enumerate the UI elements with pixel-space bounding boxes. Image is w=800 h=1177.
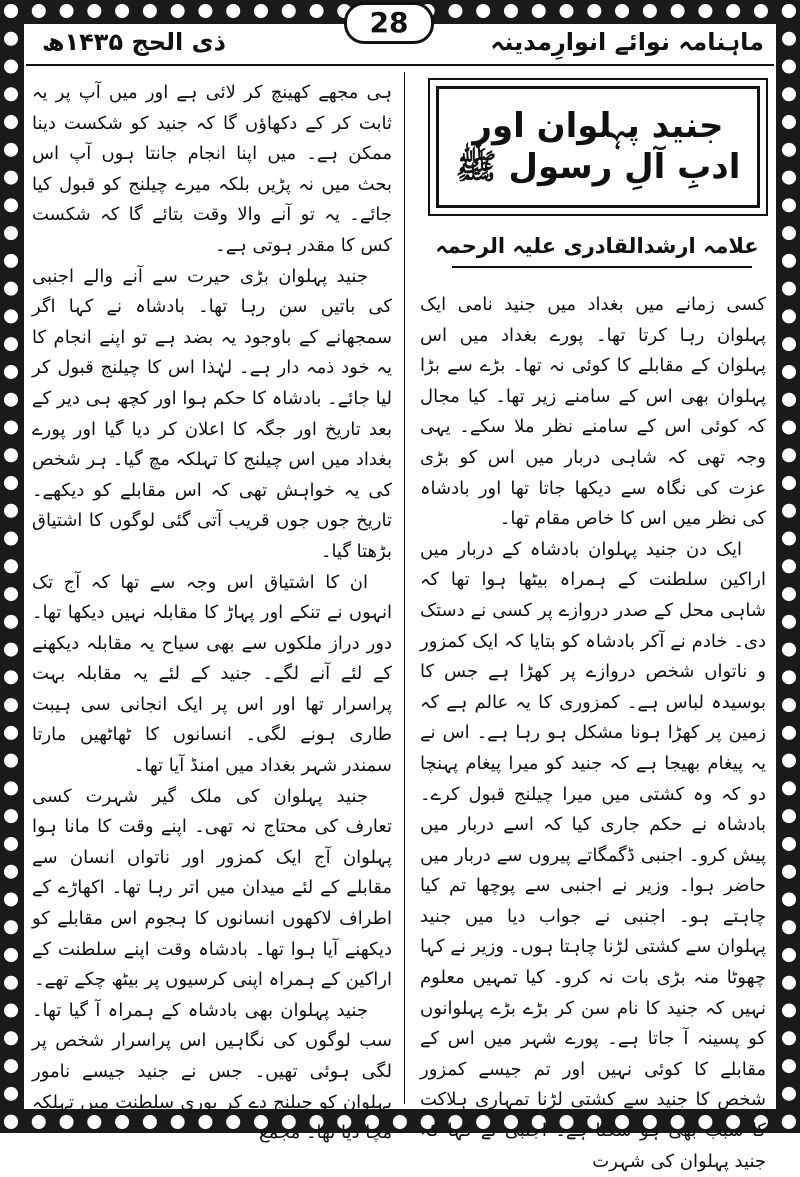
magazine-name: ماہنامہ نوائے انوارِمدینہ (490, 28, 764, 56)
page-number: 28 (344, 2, 434, 44)
header-rule (26, 64, 774, 66)
paragraph: جنید پہلوان بھی بادشاہ کے ہمراہ آ گیا تھا۔ سب لوگوں کی نگاہیں اس پراسرار شخص پر لگی ہوئی تھیں۔ جس نے جنید جیسے نامور پہلوان کو چیلنج دے کر پوری سلطنت میں تہلکہ مچا دیا تھا۔ مجمع (32, 999, 392, 1144)
article-author: علامہ ارشدالقادری علیہ الرحمہ (435, 234, 759, 258)
column-divider (404, 72, 405, 1104)
paragraph: کسی زمانے میں بغداد میں جنید نامی ایک پہلوان رہا کرتا تھا۔ پورے بغداد میں اس پہلوان کے مقابلے کا کوئی نہ تھا۔ بڑے سے بڑا پہلوان بھی اس کے سامنے زیر تھا۔ کیا مجال کہ کوئی اس کے سامنے نظر ملا سکے۔ یہی وجہ تھی کہ شاہی دربار میں اس کو بڑی عزت کی نگاہ سے دیکھا جاتا تھا اور بادشاہ کی نظر میں اس کا خاص مقام تھا۔ (420, 294, 766, 530)
paragraph: ایک دن جنید پہلوان بادشاہ کے دربار میں اراکین سلطنت کے ہمراہ بیٹھا ہوا تھا کہ شاہی محل کے صدر دروازے پر کسی نے دستک دی۔ خادم نے آکر بادشاہ کو بتایا کہ ایک کمزور و ناتواں شخص دروازے پر کھڑا ہے جس کا بوسیدہ لباس ہے۔ کمزوری کا یہ عالم ہے کہ زمین پر کھڑا ہونا مشکل ہو رہا ہے۔ اس نے یہ پیغام بھیجا ہے کہ جنید کو میرا پیغام پہنچا دو کہ وہ کشتی میں میرا چیلنج قبول کرے۔ بادشاہ نے حکم جاری کیا کہ اسے دربار میں پیش کرو۔ اجنبی ڈگمگاتے پیروں سے دربار میں حاضر ہوا۔ وزیر نے اجنبی سے پوچھا تم کیا چاہتے ہو۔ اجنبی نے جواب دیا میں جنید پہلوان سے کشتی لڑنا چاہتا ہوں۔ وزیر نے کہا چھوٹا منہ بڑی بات نہ کرو۔ کیا تمہیں معلوم نہیں کہ جنید کا نام سن کر بڑے بڑے پہلوانوں کو پسینہ آ جاتا ہے۔ پورے شہر میں اس کے مقابلے کا کوئی نہیں اور تم جیسے کمزور شخص کا جنید سے کشتی لڑنا تمہاری ہلاکت کا سبب بھی ہو سکتا ہے۔ اجنبی نے کہا کہ جنید پہلوان کی شہرت (420, 538, 766, 1172)
left-column (32, 78, 392, 1149)
paragraph: جنید پہلوان بڑی حیرت سے آنے والے اجنبی کی باتیں سن رہا تھا۔ بادشاہ نے کہا اگر سمجھانے کے باوجود یہ بضد ہے تو اپنے انجام کا یہ خود ذمہ دار ہے۔ لہٰذا اس کا چیلنج قبول کر لیا جائے۔ بادشاہ کا حکم ہوا اور کچھ ہی دیر کے بعد تاریخ اور جگہ کا اعلان کر دیا گیا اور پورے بغداد میں اس چیلنج کا تہلکہ مچ گیا۔ ہر شخص کی یہ خواہش تھی کہ اس مقابلے کو دیکھے۔ تاریخ جوں جوں قریب آتی گئی لوگوں کا اشتیاق بڑھتا گیا۔ (32, 265, 392, 562)
title-box (428, 78, 768, 216)
title-box-inner (436, 86, 760, 208)
paragraph: ہی مجھے کھینچ کر لائی ہے اور میں آپ پر یہ ثابت کر کے دکھاؤں گا کہ جنید کو شکست دینا ممکن ہے۔ میں اپنا انجام جانتا ہوں آپ اس بحث میں نہ پڑیں بلکہ میرے چیلنج کو قبول کیا جائے۔ یہ تو آنے والا وقت بتائے گا کہ شکست کس کا مقدر ہوتی ہے۔ (32, 82, 392, 256)
right-column (420, 290, 766, 1177)
article-title: جنید پہلوان اور ادبِ آلِ رسول ﷺ (455, 106, 741, 187)
paragraph: ان کا اشتیاق اس وجہ سے تھا کہ آج تک انہوں نے تنکے اور پہاڑ کا مقابلہ نہیں دیکھا تھا۔ دور دراز ملکوں سے بھی سیاح یہ مقابلہ دیکھنے کے لئے آنے لگے۔ جنید کے لئے یہ مقابلہ بہت پراسرار تھا اور اس پر ایک انجانی سی ہیبت طاری ہونے لگی۔ انسانوں کا ٹھاٹھیں مارتا سمندر شہر بغداد میں امنڈ آیا تھا۔ (32, 571, 392, 777)
issue-date: ذی الحج ۱۴۳۵ھ (42, 28, 226, 56)
paragraph: جنید پہلوان کی ملک گیر شہرت کسی تعارف کی محتاج نہ تھی۔ اپنے وقت کا مانا ہوا پہلوان آج ایک کمزور اور ناتواں انسان سے مقابلے کے لئے میدان میں اتر رہا تھا۔ اکھاڑے کے اطراف لاکھوں انسانوں کا ہجوم اس مقابلے کو دیکھنے آیا ہوا تھا۔ بادشاہ وقت اپنے سلطنت کے اراکین کے ہمراہ اپنی کرسیوں پر بیٹھ چکے تھے۔ (32, 785, 392, 991)
author-underline (452, 266, 752, 268)
